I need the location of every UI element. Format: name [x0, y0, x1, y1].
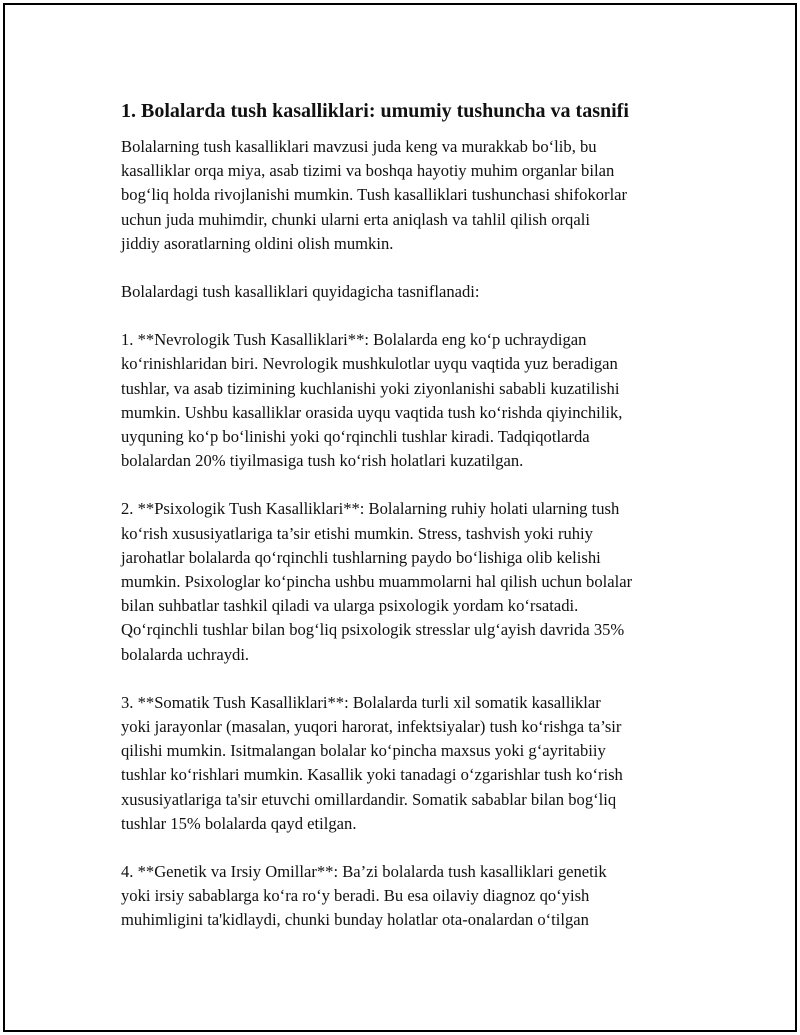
list-item-psychological: [121, 497, 701, 666]
intro-paragraph: [121, 135, 701, 256]
text-line: Bolalardagi tush kasalliklari quyidagicha tasniflanadi:: [121, 282, 480, 302]
text-line: kasalliklar orqa miya, asab tizimi va boshqa hayotiy muhim organlar bilan: [121, 161, 615, 181]
section-heading: 1. Bolalarda tush kasalliklari: umumiy tushuncha va tasnifi: [121, 100, 629, 122]
text-line: jiddiy asoratlarning oldini olish mumkin.: [121, 233, 394, 253]
text-line: yoki jarayonlar (masalan, yuqori harorat, infektsiyalar) tush ko‘rishga ta’sir: [121, 717, 622, 737]
text-line: xususiyatlariga ta'sir etuvchi omillardandir. Somatik sabablar bilan bog‘liq: [121, 789, 617, 809]
text-line: yoki irsiy sabablarga ko‘ra ro‘y beradi. Bu esa oilaviy diagnoz qo‘yish: [121, 886, 590, 906]
text-line: ko‘rish xususiyatlariga ta’sir etishi mumkin. Stress, tashvish yoki ruhiy: [121, 523, 593, 543]
list-item-somatic: [121, 691, 701, 836]
classification-intro: [121, 280, 701, 304]
list-item-neurological: [121, 328, 701, 473]
text-line: mumkin. Ushbu kasalliklar orasida uyqu vaqtida tush ko‘rishda qiyinchilik,: [121, 402, 623, 422]
text-line: tushlar, va asab tizimining kuchlanishi yoki ziyonlanishi sababli kuzatilishi: [121, 378, 620, 398]
text-line: qilishi mumkin. Isitmalangan bolalar ko‘pincha maxsus yoki g‘ayritabiiy: [121, 741, 606, 761]
text-line: 2. **Psixologik Tush Kasalliklari**: Bolalarning ruhiy holati ularning tush: [121, 499, 620, 519]
text-line: 3. **Somatik Tush Kasalliklari**: Bolalarda turli xil somatik kasalliklar: [121, 692, 601, 712]
text-line: uchun juda muhimdir, chunki ularni erta aniqlash va tahlil qilish orqali: [121, 209, 590, 229]
text-line: bilan suhbatlar tashkil qiladi va ularga psixologik yordam ko‘rsatadi.: [121, 596, 579, 616]
list-item-genetic: [121, 860, 701, 933]
text-line: tushlar 15% bolalarda qayd etilgan.: [121, 813, 357, 833]
text-line: bolalarda uchraydi.: [121, 644, 250, 664]
text-line: Qo‘rqinchli tushlar bilan bog‘liq psixologik stresslar ulg‘ayish davrida 35%: [121, 620, 625, 640]
text-line: jarohatlar bolalarda qo‘rqinchli tushlarning paydo bo‘lishiga olib kelishi: [121, 547, 601, 567]
document-body: [121, 97, 701, 957]
text-line: 4. **Genetik va Irsiy Omillar**: Ba’zi bolalarda tush kasalliklari genetik: [121, 862, 607, 882]
text-line: uyquning ko‘p bo‘linishi yoki qo‘rqinchli tushlar kiradi. Tadqiqotlarda: [121, 427, 590, 447]
text-line: ko‘rinishlaridan biri. Nevrologik mushkulotlar uyqu vaqtida yuz beradigan: [121, 354, 618, 374]
text-line: muhimligini ta'kidlaydi, chunki bunday holatlar ota-onalardan o‘tilgan: [121, 910, 589, 930]
text-line: mumkin. Psixologlar ko‘pincha ushbu muammolarni hal qilish uchun bolalar: [121, 572, 633, 592]
document-page: [3, 3, 797, 1032]
text-line: bog‘liq holda rivojlanishi mumkin. Tush kasalliklari tushunchasi shifokorlar: [121, 185, 628, 205]
text-line: bolalardan 20% tiyilmasiga tush ko‘rish holatlari kuzatilgan.: [121, 451, 524, 471]
text-line: 1. **Nevrologik Tush Kasalliklari**: Bolalarda eng ko‘p uchraydigan: [121, 330, 587, 350]
text-line: Bolalarning tush kasalliklari mavzusi juda keng va murakkab bo‘lib, bu: [121, 137, 597, 156]
text-line: tushlar ko‘rishlari mumkin. Kasallik yoki tanadagi o‘zgarishlar tush ko‘rish: [121, 765, 623, 785]
